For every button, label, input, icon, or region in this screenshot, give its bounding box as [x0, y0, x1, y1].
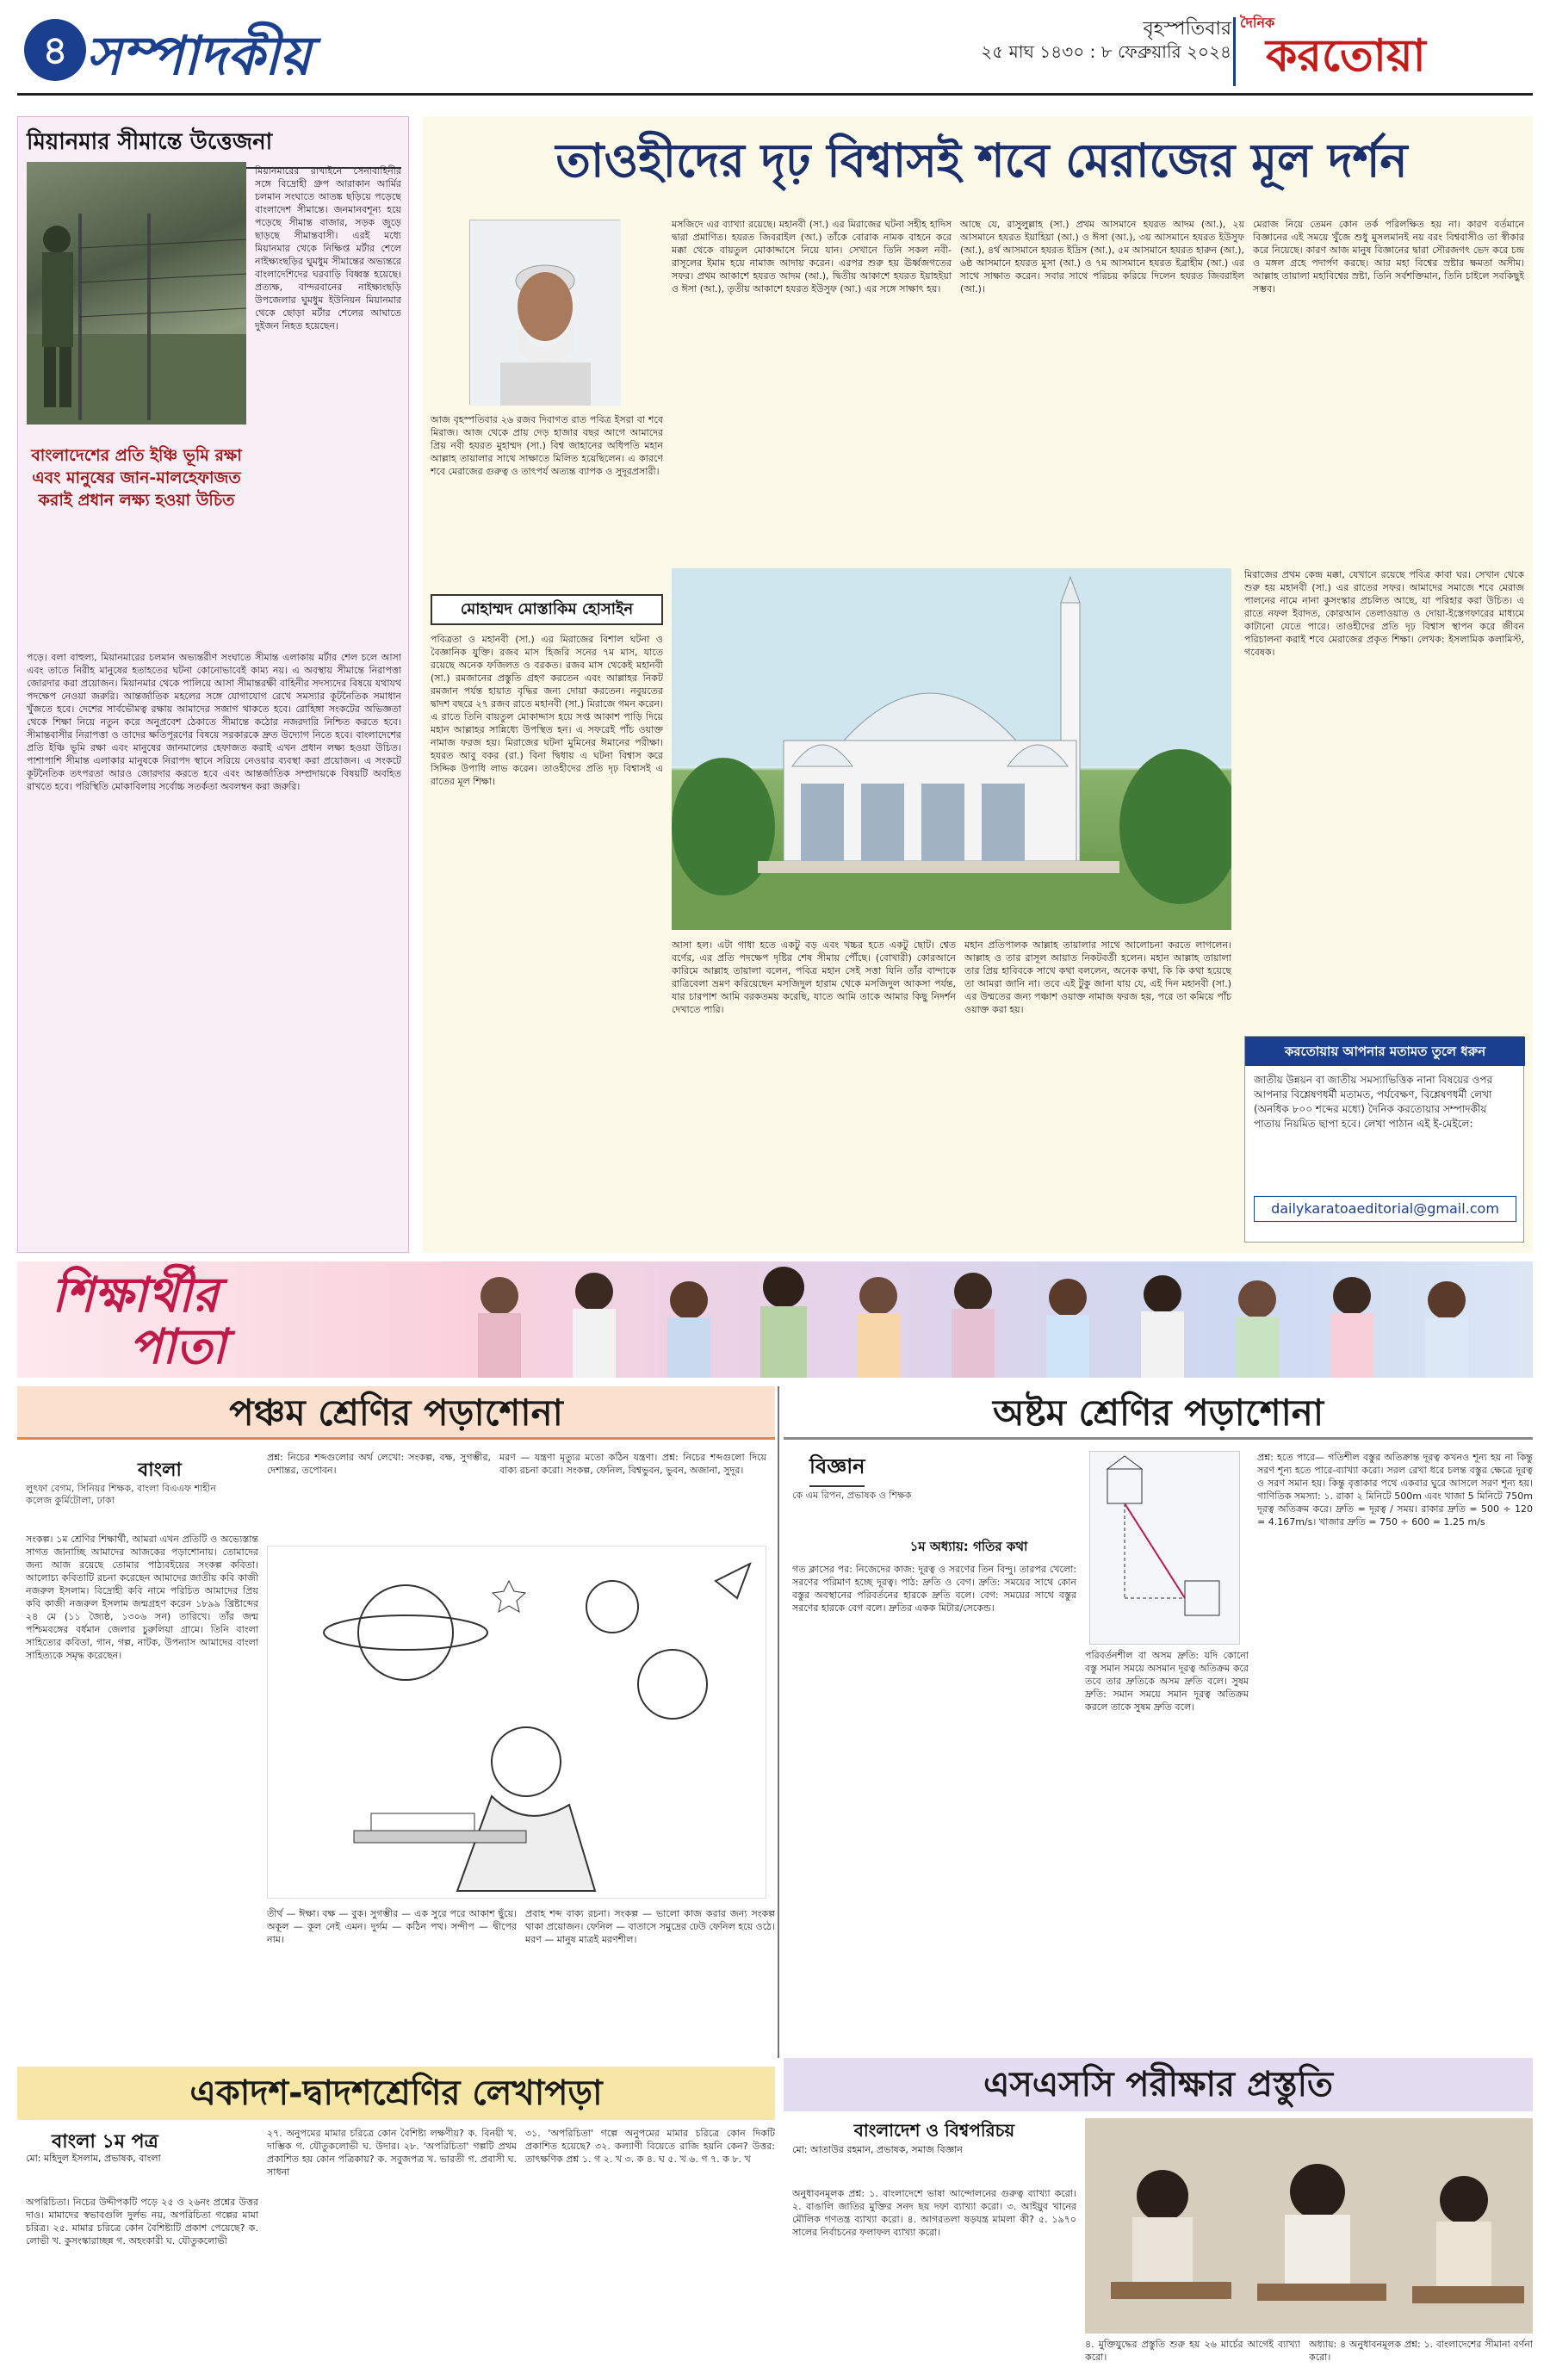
article-column-1b: পবিত্রতা ও মহানবী (সা.) এর মিরাজের বিশাল ঘটনা ও বৈজ্ঞানিক যুক্তি। রজব মাস হিজরি সনের ৭ম মাস, যাতে রয়েছে অনেক ফজিলত ও বরকত। রজব মাস থেকেই মহানবী (সা.) রমজানের প্রস্তুতি গ্রহণ করতেন এবং আল্লাহর নিকট রমজান পর্যন্ত হায়াত বৃদ্ধির জন্য দোয়া করতেন। নবুয়তের দ্বাদশ বছরে ২৭ রজব রাতে মহানবী (সা.) মিরাজে গমন করেন। এ রাতে তিনি বায়তুল মোকাদ্দাস হয়ে সপ্ত আকাশ পাড়ি দিয়ে মহান আল্লাহর সান্নিধ্যে উপস্থিত হন। এ সফরেই পাঁচ ওয়াক্ত নামাজ ফরজ হয়। মিরাজের ঘটনা মুমিনের ঈমানের পরীক্ষা। হযরত আবু বকর (রা.) বিনা দ্বিধায় এ ঘটনা বিশ্বাস করে সিদ্দিক উপাধি লাভ করেন। তাওহীদের প্রতি দৃঢ় বিশ্বাসই এ রাতের মূল শিক্ষা। [431, 634, 663, 787]
author-portrait-icon [470, 220, 621, 406]
left-body-text: পড়ে। বলা বাহুল্য, মিয়ানমারের চলমান অভ্যন্তরীণ সংঘাতে সীমান্ত এলাকায় মর্টার শেল চলে আসা এবং তাতে নিরীহ মানুষের হতাহতের ঘটনা কোনোভাবেই কাম্য নয়। এ অবস্থায় সীমান্তে নিরাপত্তা জোরদার করা প্রয়োজন। মিয়ানমার থেকে পালিয়ে আসা সীমান্তরক্ষী বাহিনীর সদস্যদের বিষয়ে যথাযথ পদক্ষেপ নেওয়া জরুরি। আন্তর্জাতিক মহলের সঙ্গে যোগাযোগ রেখে সমস্যার কূটনৈতিক সমাধান খুঁজতে হবে। দেশের সার্বভৌমত্ব রক্ষায় আমাদের সজাগ থাকতে হবে। রোহিঙ্গা সংকটের অভিজ্ঞতা থেকে শিক্ষা নিয়ে নতুন করে অনুপ্রবেশ ঠেকাতে সীমান্তে কঠোর নজরদারি নিশ্চিত করতে হবে। সীমান্তবাসীর নিরাপত্তা ও তাদের ক্ষতিপূরণের বিষয়ে সরকারকে দ্রুত উদ্যোগ নিতে হবে। বাংলাদেশের প্রতি ইঞ্চি ভূমি রক্ষা এবং মানুষের জানমালের হেফাজত করাই এখন প্রধান লক্ষ্য হওয়া উচিত। পাশাপাশি সীমান্ত এলাকার মানুষকে নিরাপদ স্থানে সরিয়ে নেওয়ার ব্যবস্থা করা প্রয়োজন। এ সংকটে কূটনৈতিক তৎপরতা আরও জোরদার করতে হবে এবং আন্তর্জাতিক সম্প্রদায়কে বিষয়টি অবহিত রাখতে হবে। পরিস্থিতি মোকাবিলায় সর্বোচ্চ সতর্কতা অবলম্বন করা জরুরি। [27, 652, 401, 792]
ssc-subject: বাংলাদেশ ও বিশ্বপরিচয় [853, 2120, 1015, 2141]
ssc-heading: এসএসসি পরীক্ষার প্রস্তুতি [784, 2058, 1533, 2111]
article-column-4b: মিরাজের প্রথম কেন্দ্র মক্কা, যেখানে রয়েছে পবিত্র কাবা ঘর। সেখান থেকে শুরু হয় মহানবী (সা.) এর রাতের সফর। আমাদের সমাজে শবে মেরাজ পালনের নামে নানা কুসংস্কার প্রচলিত আছে, যা পরিহার করা উচিত। এ রাতে নফল ইবাদত, কোরআন তেলাওয়াত ও দোয়া-ইস্তেগফারের মাধ্যমে কাটানো যেতে পারে। তাওহীদের প্রতি দৃঢ় বিশ্বাস স্থাপন করে জীবন পরিচালনা করাই শবে মেরাজের প্রকৃত শিক্ষা। লেখক: ইসলামিক কলামিস্ট, গবেষক। [1244, 569, 1524, 658]
logo-prefix: দৈনিক [1240, 15, 1275, 31]
banner-title-line1: শিক্ষার্থীর [52, 1267, 219, 1323]
left-callout: বাংলাদেশের প্রতি ইঞ্চি ভূমি রক্ষা এবং মানুষের জান-মালহেফাজত করাই প্রধান লক্ষ্য হওয়া উচিত [31, 446, 242, 510]
class5-subject: বাংলা [138, 1460, 182, 1481]
logo-name: করতোয়া [1266, 30, 1426, 82]
page-number: ৪ [24, 19, 86, 81]
newspaper-logo [1240, 12, 1533, 81]
article-column-1a: আজ বৃহস্পতিবার ২৬ রজব দিবাগত রাত পবিত্র ইসরা বা শবে মিরাজ। আজ থেকে প্রায় দেড় হাজার বছর আগে আমাদের প্রিয় নবী হযরত মুহাম্মদ (সা.) বিশ্ব জাহানের অধিপতি মহান আল্লাহ তায়ালার সাথে সাক্ষাতে মিলিত হয়েছিলেন। এ কারণে শবে মেরাজের গুরুত্ব ও তাৎপর্য অত্যন্ত ব্যাপক ও সুদূরপ্রসারী। [431, 414, 663, 477]
opinion-text: জাতীয় উন্নয়ন বা জাতীয় সমস্যাভিত্তিক নানা বিষয়ের ওপর আপনার বিশ্লেষণধর্মী মতামত, পর্যবেক্ষণ, বিশ্লেষণধর্মী লেখা (অনধিক ৮০০ শব্দের মধ্যে) দৈনিক করতোয়ার সম্পাদকীয় পাতায় নিয়মিত ছাপা হবে। লেখা পাঠান এই ই-মেইলে: [1254, 1074, 1493, 1130]
students-group-icon [448, 1261, 1533, 1378]
class8-column-3: প্রশ্ন: হতে পারে— গতিশীল বস্তুর অতিক্রান্ত দূরত্ব কখনও শূন্য হয় না কিন্তু সরণ শূন্য হতে পারে-ব্যাখ্যা করো। সরল রেখা ধরে চলন্ত বস্তুর ক্ষেত্রে দূরত্ব ও সরণ সমান হয়। কিন্তু বৃত্তাকার পথে একবার ঘুরে আসলে সরণ শূন্য হয়। গাণিতিক সমস্যা: ১. রাকা ২ মিনিটে 500m এবং খাজা 5 মিনিটে 750m দূরত্ব অতিক্রম করে। দ্রুতি = দূরত্ব / সময়। রাকার দ্রুতি = 500 ÷ 120 = 4.167m/s। খাজার দ্রুতি = 750 ÷ 600 = 1.25 m/s [1257, 1452, 1533, 1528]
hsc-subject: বাংলা ১ম পত্র [52, 2131, 158, 2153]
article-column-3: আছে যে, রাসুলুল্লাহ (সা.) প্রথম আসমানে হযরত আদম (আ.), ২য় আসমানে হযরত ইয়াহিয়া (আ.) ও ঈসা (আ.), ৩য় আসমানে হযরত ইউসুফ (আ.), ৪র্থ আসমানে হযরত ইদ্রিস (আ.), ৫ম আসমানে হযরত হারুন (আ.), ৬ষ্ঠ আসমানে হযরত মুসা (আ.) ও ৭ম আসমানে হযরত ইব্রাহীম (আ.) এর সাথে সাক্ষাত করেন। সবার সাথে পরিচয় করিয়ে দিলেন হযরত জিবরাইল (আ.)। [960, 219, 1244, 294]
class8-chapter: ১ম অধ্যায়: গতির কথা [909, 1539, 1028, 1554]
student-reading-illustration [267, 1546, 766, 1899]
article-column-3b: মহান প্রতিপালক আল্লাহ তায়ালার সাথে আলোচনা করতে লাগলেন। আল্লাহ ও তার রাসূল আয়াত নিকটবর্তী হলেন। মহান আল্লাহ তায়ালা তার প্রিয় হাবিবকে সাথে কথা বললেন, অনেক কথা, কি কি কথা হয়েছে তা আমরা জানি না। তবে এই টুকু জানা যায় যে, এই দিন মহানবী (সা.) এর উম্মতের জন্য পঞ্চাশ ওয়াক্ত নামাজ ফরজ হয়, পরে তা কমিয়ে পাঁচ ওয়াক্ত করা হয়। [964, 939, 1231, 1015]
article-author: মোহাম্মদ মোস্তাকিম হোসাইন [431, 594, 663, 625]
hsc-column-1: অপরিচিতা। নিচের উদ্দীপকটি পড়ে ২৫ ও ২৬নং প্রশ্নের উত্তর দাও। মামাদের স্বভাবগুলি দুর্লভ নয়, অপরিচিতা গল্পের মামা চরিত্র। ২৫. মামার চরিত্রে কোন বৈশিষ্ট্যটি প্রকাশ পেয়েছে? ক. লোভী খ. কুসংস্কারাচ্ছন্ন গ. অহংকারী ঘ. যৌতুকলোভী [26, 2197, 258, 2247]
hsc-column-3: ৩১. 'অপরিচিতা' গল্পে অনুপমের মামার চরিত্রে কোন দিকটি প্রকাশিত হয়েছে? ৩২. কল্যাণী বিয়েতে রাজি হয়নি কেন? উত্তর: তাৎক্ষণিক প্রশ্ন ১. গ ২. খ ৩. ক ৪. ঘ ৫. খ ৬. গ ৭. ক ৮. খ [525, 2128, 775, 2165]
hsc-author: মো: মহিদুল ইসলাম, প্রভাষক, বাংলা [26, 2153, 161, 2164]
class5-column-3: মরণ — যন্ত্রণা মৃত্যুর মতো কঠিন যন্ত্রণা। প্রশ্ন: নিচের শব্দগুলো দিয়ে বাক্য রচনা করো। সংকল্প, ফেনিল, বিশ্বভুবন, ভুবন, অজানা, সুদূর। [499, 1452, 766, 1476]
border-guard-photo [27, 162, 246, 425]
opinion-callout-box [1244, 1036, 1524, 1243]
hsc-column-2: ২৭. অনুপমের মামার চরিত্রে কোন বৈশিষ্ট্য লক্ষণীয়? ক. বিনয়ী খ. দাম্ভিক গ. যৌতুকলোভী ঘ. উদার। ২৮. 'অপরিচিতা' গল্পটি প্রথম প্রকাশিত হয় কোন পত্রিকায়? ক. সবুজপত্র খ. ভারতী গ. প্রবাসী ঘ. সাধনা [267, 2128, 517, 2178]
main-article-title: তাওহীদের দৃঢ় বিশ্বাসই শবে মেরাজের মূল দর্শন [555, 133, 1408, 188]
ssc-column-3: অধ্যায়: ৪ অনুধাবনমূলক প্রশ্ন: ১. বাংলাদেশের সীমানা বর্ণনা করো। [1309, 2339, 1533, 2363]
opinion-title: করতোয়ায় আপনার মতামত তুলে ধরুন [1245, 1037, 1525, 1066]
class5-heading: পঞ্চম শ্রেণির পড়াশোনা [17, 1386, 775, 1440]
header-divider [1233, 17, 1236, 86]
hsc-heading: একাদশ-দ্বাদশশ্রেণির লেখাপড়া [17, 2067, 775, 2120]
students-page-banner [17, 1261, 1533, 1378]
date-line: ২৫ মাঘ ১৪৩০ : ৮ ফেব্রুয়ারি ২০২৪ [981, 41, 1231, 62]
path-diagram-icon [1090, 1452, 1241, 1646]
soldier-silhouette-icon [27, 162, 246, 425]
banner-title-line2: পাতা [129, 1319, 226, 1375]
article-column-2: মসজিদে এর ব্যাখ্যা রয়েছে। মহানবী (সা.) এর মিরাজের ঘটনা সহীহ হাদিস দ্বারা প্রমাণিত। হযরত জিবরাইল (আ.) তাঁকে বোরাক নামক বাহনে করে মক্কা থেকে বায়তুল মোকাদ্দাসে নিয়ে যান। সেখানে তিনি সকল নবী-রাসূলের ইমাম হয়ে নামাজ আদায় করেন। এরপর শুরু হয় ঊর্ধ্বজগতের সফর। প্রথম আকাশে হযরত আদম (আ.), দ্বিতীয় আকাশে হযরত ইয়াহইয়া ও ঈসা (আ.), তৃতীয় আকাশে হযরত ইউসুফ (আ.) এর সঙ্গে সাক্ষাৎ হয়। [672, 219, 952, 294]
exam-students-icon [1085, 2118, 1533, 2334]
banner-title [52, 1267, 413, 1375]
section-title: সম্পাদকীয় [86, 24, 311, 87]
motion-diagram [1089, 1451, 1240, 1645]
space-dream-icon [268, 1546, 767, 1900]
class8-author: কে এম রিপন, প্রভাষক ও শিক্ষক [792, 1490, 912, 1501]
day-label: বৃহস্পতিবার [1143, 18, 1231, 40]
exam-hall-photo [1085, 2118, 1533, 2334]
column-divider [778, 1386, 779, 2058]
opinion-email[interactable]: dailykaratoaeditorial@gmail.com [1254, 1196, 1516, 1222]
left-lead-text: মিয়ানমারের রাখাইনে সেনাবাহিনীর সঙ্গে বিদ্রোহী গ্রুপ আরাকান আর্মির চলমান সংঘাতে আতঙ্ক ছড়িয়ে পড়েছে বাংলাদেশ সীমান্তে। জনমানবশূন্য হয়ে পড়েছে সীমান্ত বাজার, সড়ক জুড়ে ছাড়ছে সীমান্তবাসী। এরই মধ্যে মিয়ানমার থেকে নিক্ষিপ্ত মর্টার শেলে নাইক্ষ্যংছড়ির ঘুমধুম সীমান্তের অভ্যন্তরে বাংলাদেশিদের ঘরবাড়ি বিধ্বস্ত হয়েছে। প্রত্যক্ষ, বান্দরবানের নাইক্ষ্যংছড়ি উপজেলার ঘুমধুম ইউনিয়ন মিয়ানমার থেকে ছোড়া মর্টার শেলের আঘাতে দুইজন নিহত হয়েছেন। [255, 165, 401, 332]
class5-column-2: প্রশ্ন: নিচের শব্দগুলোর অর্থ লেখো: সংকল্প, বক্ষ, সুগম্ভীর, দেশান্তর, তপোবন। [267, 1452, 491, 1476]
class5-sentence-table: প্রবাহ শব্দ বাক্য রচনা। সংকল্প — ভালো কাজ করার জন্য সংকল্প থাকা প্রয়োজন। ফেনিল — বাতাসে সমুদ্রের ঢেউ ফেনিল হয়ে ওঠে। মরণ — মানুষ মাত্রই মরণশীল। [525, 1908, 775, 1945]
article-column-2b: আসা হল। এটা গাধা হতে একটু বড় এবং খচ্চর হতে একটু ছোট। শ্বেত বর্ণের, এর প্রতি পদক্ষেপ দৃষ্টির শেষ সীমায় পৌঁছে। (বোখারী) কোরআনে কারিমে আল্লাহ তায়ালা বলেন, পবিত্র মহান সেই সত্তা যিনি তাঁর বান্দাকে রাত্রিবেলা ভ্রমণ করিয়েছেন মসজিদুল হারাম থেকে মসজিদুল আকসা পর্যন্ত, যার চারপাশ আমি বরকতময় করেছি, যাতে আমি তাকে আমার কিছু নিদর্শন দেখাতে পারি। [672, 939, 956, 1015]
left-editorial [17, 116, 409, 1253]
ssc-author: মো: আতাউর রহমান, প্রভাষক, সমাজ বিজ্ঞান [792, 2144, 963, 2155]
main-article [422, 116, 1533, 1253]
header-rule [17, 93, 1533, 96]
class8-heading: অষ্টম শ্রেণির পড়াশোনা [784, 1386, 1533, 1440]
article-column-4: মেরাজ নিয়ে তেমন কোন তর্ক পরিলক্ষিত হয় না। কারণ বর্তমানে বিজ্ঞানের এই সময়ে খুঁজে শুধু মুসলমানই নয় বরং বিশ্ববাসীও তা স্বীকার করে নিয়েছে। কারণ আজ মানুষ বিজ্ঞানের দ্বারা সৌরজগৎ ভেদ করে চন্দ্র ও মঙ্গল গ্রহে পদার্পণ করছে। আর মহা বিশ্বের স্রষ্টার ক্ষমতা অসীম। আল্লাহ তায়ালা মহাবিশ্বের স্রষ্টা, তিনি সর্বশক্তিমান, তিনি চাইলে সবকিছুই সম্ভব। [1253, 219, 1524, 294]
left-headline: মিয়ানমার সীমান্তে উত্তেজনা [27, 124, 401, 169]
class8-column-2: পরিবর্তনশীল বা অসম দ্রুতি: যদি কোনো বস্তু সমান সময়ে অসমান দূরত্ব অতিক্রম করে তবে তার দ্রুতিকে অসম দ্রুতি বলে। সুষম দ্রুতি: সমান সময়ে সমান দূরত্ব অতিক্রম করলে তাকে সুষম দ্রুতি বলে। [1085, 1650, 1249, 1713]
class5-author: লুৎফা বেগম, সিনিয়র শিক্ষক, বাংলা বিএএফ শাহীন কলেজ কুর্মিটোলা, ঢাকা [26, 1483, 216, 1506]
mosque-icon [672, 568, 1231, 930]
author-photo [469, 220, 620, 405]
ssc-column-1: অনুধাবনমূলক প্রশ্ন: ১. বাংলাদেশে ভাষা আন্দোলনের গুরুত্ব ব্যাখ্যা করো। ২. বাঙালি জাতির মুক্তির সনদ ছয় দফা ব্যাখ্যা করো। ৩. আইয়ুব খানের মৌলিক গণতন্ত্র ব্যাখ্যা করো। ৪. আগরতলা ষড়যন্ত্র মামলা কী? ৫. ১৯৭০ সালের নির্বাচনের ফলাফল ব্যাখ্যা করো। [792, 2188, 1076, 2238]
class8-column-1: গত ক্লাসের পর: নিজেদের কাজ: দূরত্ব ও সরণের তিন বিন্দু। তারপর খেলো: সরণের পরিমাণ হচ্ছে দূরত্ব। পাঠ: দ্রুতি ও বেগ। দ্রুতি: সময়ের সাথে কোন বস্তুর অবস্থানের পরিবর্তনের হারকে দ্রুতি বলে। বেগ: সময়ের সাথে বস্তুর সরণের হারকে বেগ বলে। দ্রুতির একক মিটার/সেকেন্ড। [792, 1564, 1076, 1614]
ssc-column-2: ৪. মুক্তিযুদ্ধের প্রস্তুতি শুরু হয় ২৬ মার্চের আগেই ব্যাখ্যা করো। [1085, 2339, 1300, 2363]
mosque-illustration [672, 568, 1231, 930]
class5-column-1: সংকল্প। ১ম শ্রেণির শিক্ষার্থী, আমরা এখন প্রতিটি ও অভ্যেস্তান্ত সাগত জানাচ্ছি আমাদের আজকের পড়াশোনায়। তোমাদের জন্য আজ রয়েছে তোমার পাঠ্যবইয়ের সংকল্প কবিতা। আলোচ্য কবিতাটি রচনা করেছেন আমাদের জাতীয় কবি কাজী নজরুল ইসলাম। বিদ্রোহী কবি নামে পরিচিত আমাদের প্রিয় কবি কাজী নজরুল ইসলাম জন্মগ্রহণ করেন ১৮৯৯ খ্রিষ্টাব্দের ২৪ মে (১১ জ্যৈষ্ঠ, ১৩০৬ সন) তারিখে। তাঁর জন্ম পশ্চিমবঙ্গের বর্ধমান জেলার চুরুলিয়া গ্রামে। তিনি বাংলা সাহিত্যের কবিতা, গান, গল্প, নাটক, উপন্যাস আমাদের বাংলা সাহিত্যকে সমৃদ্ধ করেছেন। [26, 1534, 258, 1661]
class5-word-table: তীর্থ — ঈক্ষা। বক্ষ — বুক। সুগম্ভীর — এক সুরে পরে আকাশ ছুঁয়ে। অকূল — কূল নেই এমন। দুর্গম — কঠিন পথ। সন্দীপ — দ্বীপের নাম। [267, 1908, 517, 1945]
class8-subject: বিজ্ঞান [809, 1451, 865, 1487]
